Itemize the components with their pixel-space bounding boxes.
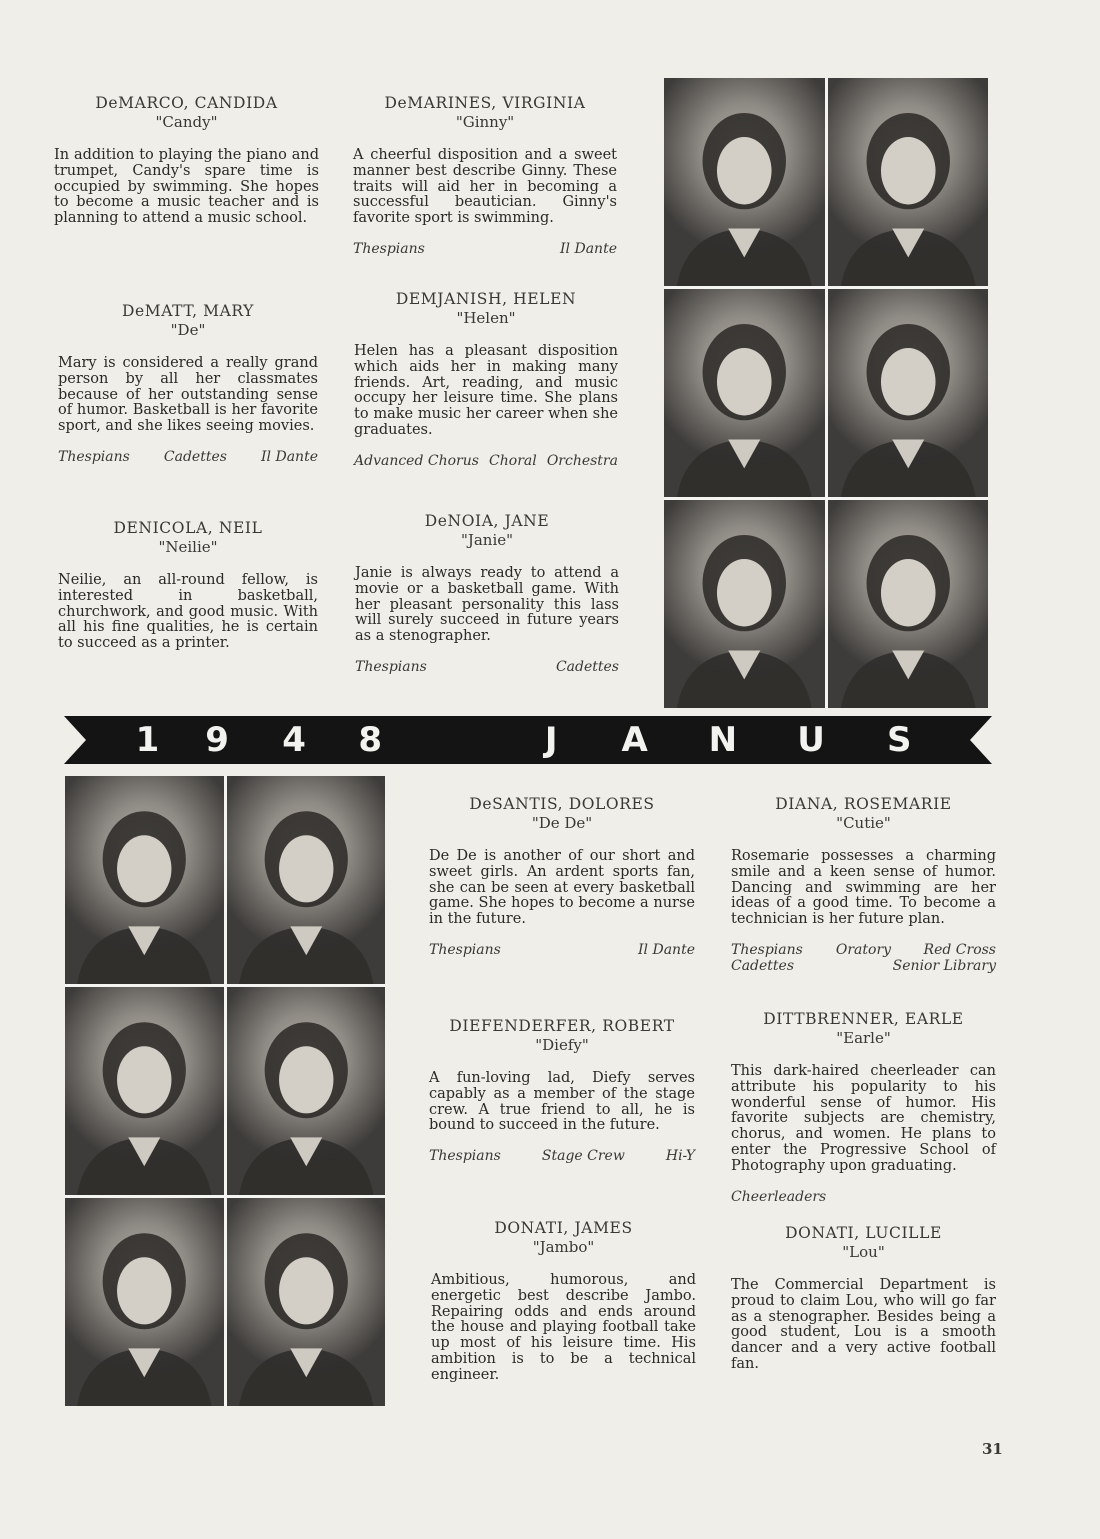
entry-demarco <box>54 94 319 227</box>
activities-list <box>429 942 695 958</box>
activity: Orchestra <box>546 452 618 469</box>
student-name: DeMARINES, VIRGINIA <box>384 94 586 112</box>
student-name: DONATI, JAMES <box>494 1219 633 1237</box>
student-nickname: "Candy" <box>155 113 218 131</box>
student-description: Ambitious, humorous, and energetic best describe Jambo. Repairing odds and ends around the house and playing football take up most of his leisure time. His ambition is to be a technical engineer. <box>431 1272 696 1383</box>
student-nickname: "Janie" <box>460 531 514 549</box>
student-description: A fun-loving lad, Diefy serves capably as a member of the stage crew. A true friend to all, he is bound to succeed in the future. <box>429 1070 695 1134</box>
student-description: Neilie, an all-round fellow, is interested in basketball, churchwork, and good music. With all his fine qualities, he is certain to succeed as a printer. <box>58 572 318 652</box>
banner-letter: S <box>886 720 912 760</box>
student-description: Rosemarie possesses a charming smile and a keen sense of humor. Dancing and swimming are her ideas of a good time. To become a technician is her future plan. <box>731 848 996 928</box>
student-name: DONATI, LUCILLE <box>785 1224 942 1242</box>
portrait-photo <box>227 776 386 984</box>
banner-letters <box>64 716 992 764</box>
student-name: DeNOIA, JANE <box>424 512 550 530</box>
banner-letter: A <box>621 720 648 760</box>
student-nickname: "Neilie" <box>158 538 218 556</box>
entry-diana <box>731 795 996 974</box>
student-nickname: "Helen" <box>456 309 516 327</box>
student-name: DIANA, ROSEMARIE <box>775 795 952 813</box>
student-name: DeMARCO, CANDIDA <box>95 94 278 112</box>
portrait-photo <box>227 1198 386 1406</box>
activity: Cadettes <box>555 658 619 675</box>
portrait-photo <box>828 500 989 708</box>
portrait-photo <box>65 1198 224 1406</box>
activities-list <box>731 942 996 974</box>
activity: Thespians <box>353 240 425 257</box>
student-nickname: "Jambo" <box>532 1238 595 1256</box>
activity: Advanced Chorus <box>354 452 479 469</box>
activity: Cheerleaders <box>731 1188 827 1205</box>
student-nickname: "De" <box>170 321 206 339</box>
activity: Thespians <box>429 1148 501 1165</box>
banner-letter: 1 <box>135 720 160 760</box>
portrait-photo <box>664 500 825 708</box>
activity: Red Cross <box>923 941 996 958</box>
portrait-photo <box>664 289 825 497</box>
banner-letter: J <box>544 720 558 760</box>
student-name: DeMATT, MARY <box>121 302 255 320</box>
banner-letter: 4 <box>282 720 306 760</box>
activities-list <box>429 1148 695 1164</box>
entry-desantis <box>429 795 695 958</box>
entry-diefenderfer <box>429 1017 695 1164</box>
student-description: Mary is considered a really grand person by all her classmates because of her outstanding sense of humor. Basketball is her favorite sport, and she likes seeing movies. <box>58 355 318 435</box>
entry-demjanish <box>354 290 618 469</box>
portrait-photo <box>65 776 224 984</box>
portrait-grid-bottom <box>65 776 385 1406</box>
activities-list <box>731 1189 996 1205</box>
activity: Il Dante <box>638 941 695 958</box>
activity: Il Dante <box>560 240 617 257</box>
activity: Thespians <box>355 658 427 675</box>
student-description: A cheerful disposition and a sweet manner best describe Ginny. These traits will aid her in becoming a successful beautician. Ginny's favorite sport is swimming. <box>353 147 617 227</box>
activities-list <box>58 449 318 465</box>
entry-donati-lucille <box>731 1224 996 1373</box>
banner-letter: 8 <box>358 720 383 760</box>
student-name: DITTBRENNER, EARLE <box>763 1010 964 1028</box>
activity: Thespians <box>731 941 803 958</box>
portrait-photo <box>227 987 386 1195</box>
student-nickname: "Diefy" <box>535 1036 589 1054</box>
activity: Senior Library <box>892 957 996 974</box>
activity: Thespians <box>58 448 130 465</box>
activity: Choral <box>489 452 537 469</box>
entry-donati-james <box>431 1219 696 1384</box>
portrait-photo <box>664 78 825 286</box>
activity: Thespians <box>429 941 501 958</box>
portrait-photo <box>828 78 989 286</box>
activity: Il Dante <box>261 448 318 465</box>
student-nickname: "De De" <box>531 814 593 832</box>
banner-letter: U <box>797 720 825 760</box>
entry-denicola <box>58 519 318 652</box>
activity: Hi-Y <box>665 1148 695 1165</box>
student-nickname: "Lou" <box>842 1243 885 1261</box>
banner-letter: N <box>708 720 738 760</box>
portrait-photo <box>828 289 989 497</box>
student-nickname: "Ginny" <box>455 113 515 131</box>
entry-dittbrenner <box>731 1010 996 1205</box>
student-description: The Commercial Department is proud to claim Lou, who will go far as a stenographer. Besides being a good student, Lou is a smooth dancer and a very active football fan. <box>731 1277 996 1372</box>
activity: Cadettes <box>731 957 795 974</box>
page-number: 31 <box>982 1440 1003 1458</box>
entry-dematt <box>58 302 318 465</box>
activity: Stage Crew <box>541 1148 625 1165</box>
student-name: DENICOLA, NEIL <box>113 519 263 537</box>
activity: Oratory <box>835 941 892 958</box>
portrait-photo <box>65 987 224 1195</box>
portrait-grid-top <box>664 78 988 708</box>
banner-letter: 9 <box>205 720 229 760</box>
student-description: In addition to playing the piano and trumpet, Candy's spare time is occupied by swimming. She hopes to become a music teacher and is planning to attend a music school. <box>54 147 319 227</box>
student-name: DEMJANISH, HELEN <box>395 290 577 308</box>
activities-list <box>354 453 618 469</box>
activities-list <box>355 659 619 675</box>
student-description: This dark-haired cheerleader can attribute his popularity to his wonderful sense of humor. His favorite subjects are chemistry, chorus, and women. He plans to enter the Progressive School of Photography upon graduating. <box>731 1063 996 1174</box>
student-description: De De is another of our short and sweet girls. An ardent sports fan, she can be seen at every basketball game. She hopes to become a nurse in the future. <box>429 848 695 928</box>
entry-denoia <box>355 512 619 675</box>
entry-demarines <box>353 94 617 257</box>
student-description: Janie is always ready to attend a movie or a basketball game. With her pleasant personality this lass will surely succeed in future years as a stenographer. <box>355 565 619 645</box>
class-banner <box>64 716 992 764</box>
activity: Cadettes <box>163 448 227 465</box>
student-name: DeSANTIS, DOLORES <box>469 795 655 813</box>
student-description: Helen has a pleasant disposition which aids her in making many friends. Art, reading, and music occupy her leisure time. She plans to make music her career when she graduates. <box>354 343 618 438</box>
activities-list <box>353 241 617 257</box>
student-nickname: "Cutie" <box>836 814 891 832</box>
student-nickname: "Earle" <box>836 1029 891 1047</box>
student-name: DIEFENDERFER, ROBERT <box>449 1017 675 1035</box>
